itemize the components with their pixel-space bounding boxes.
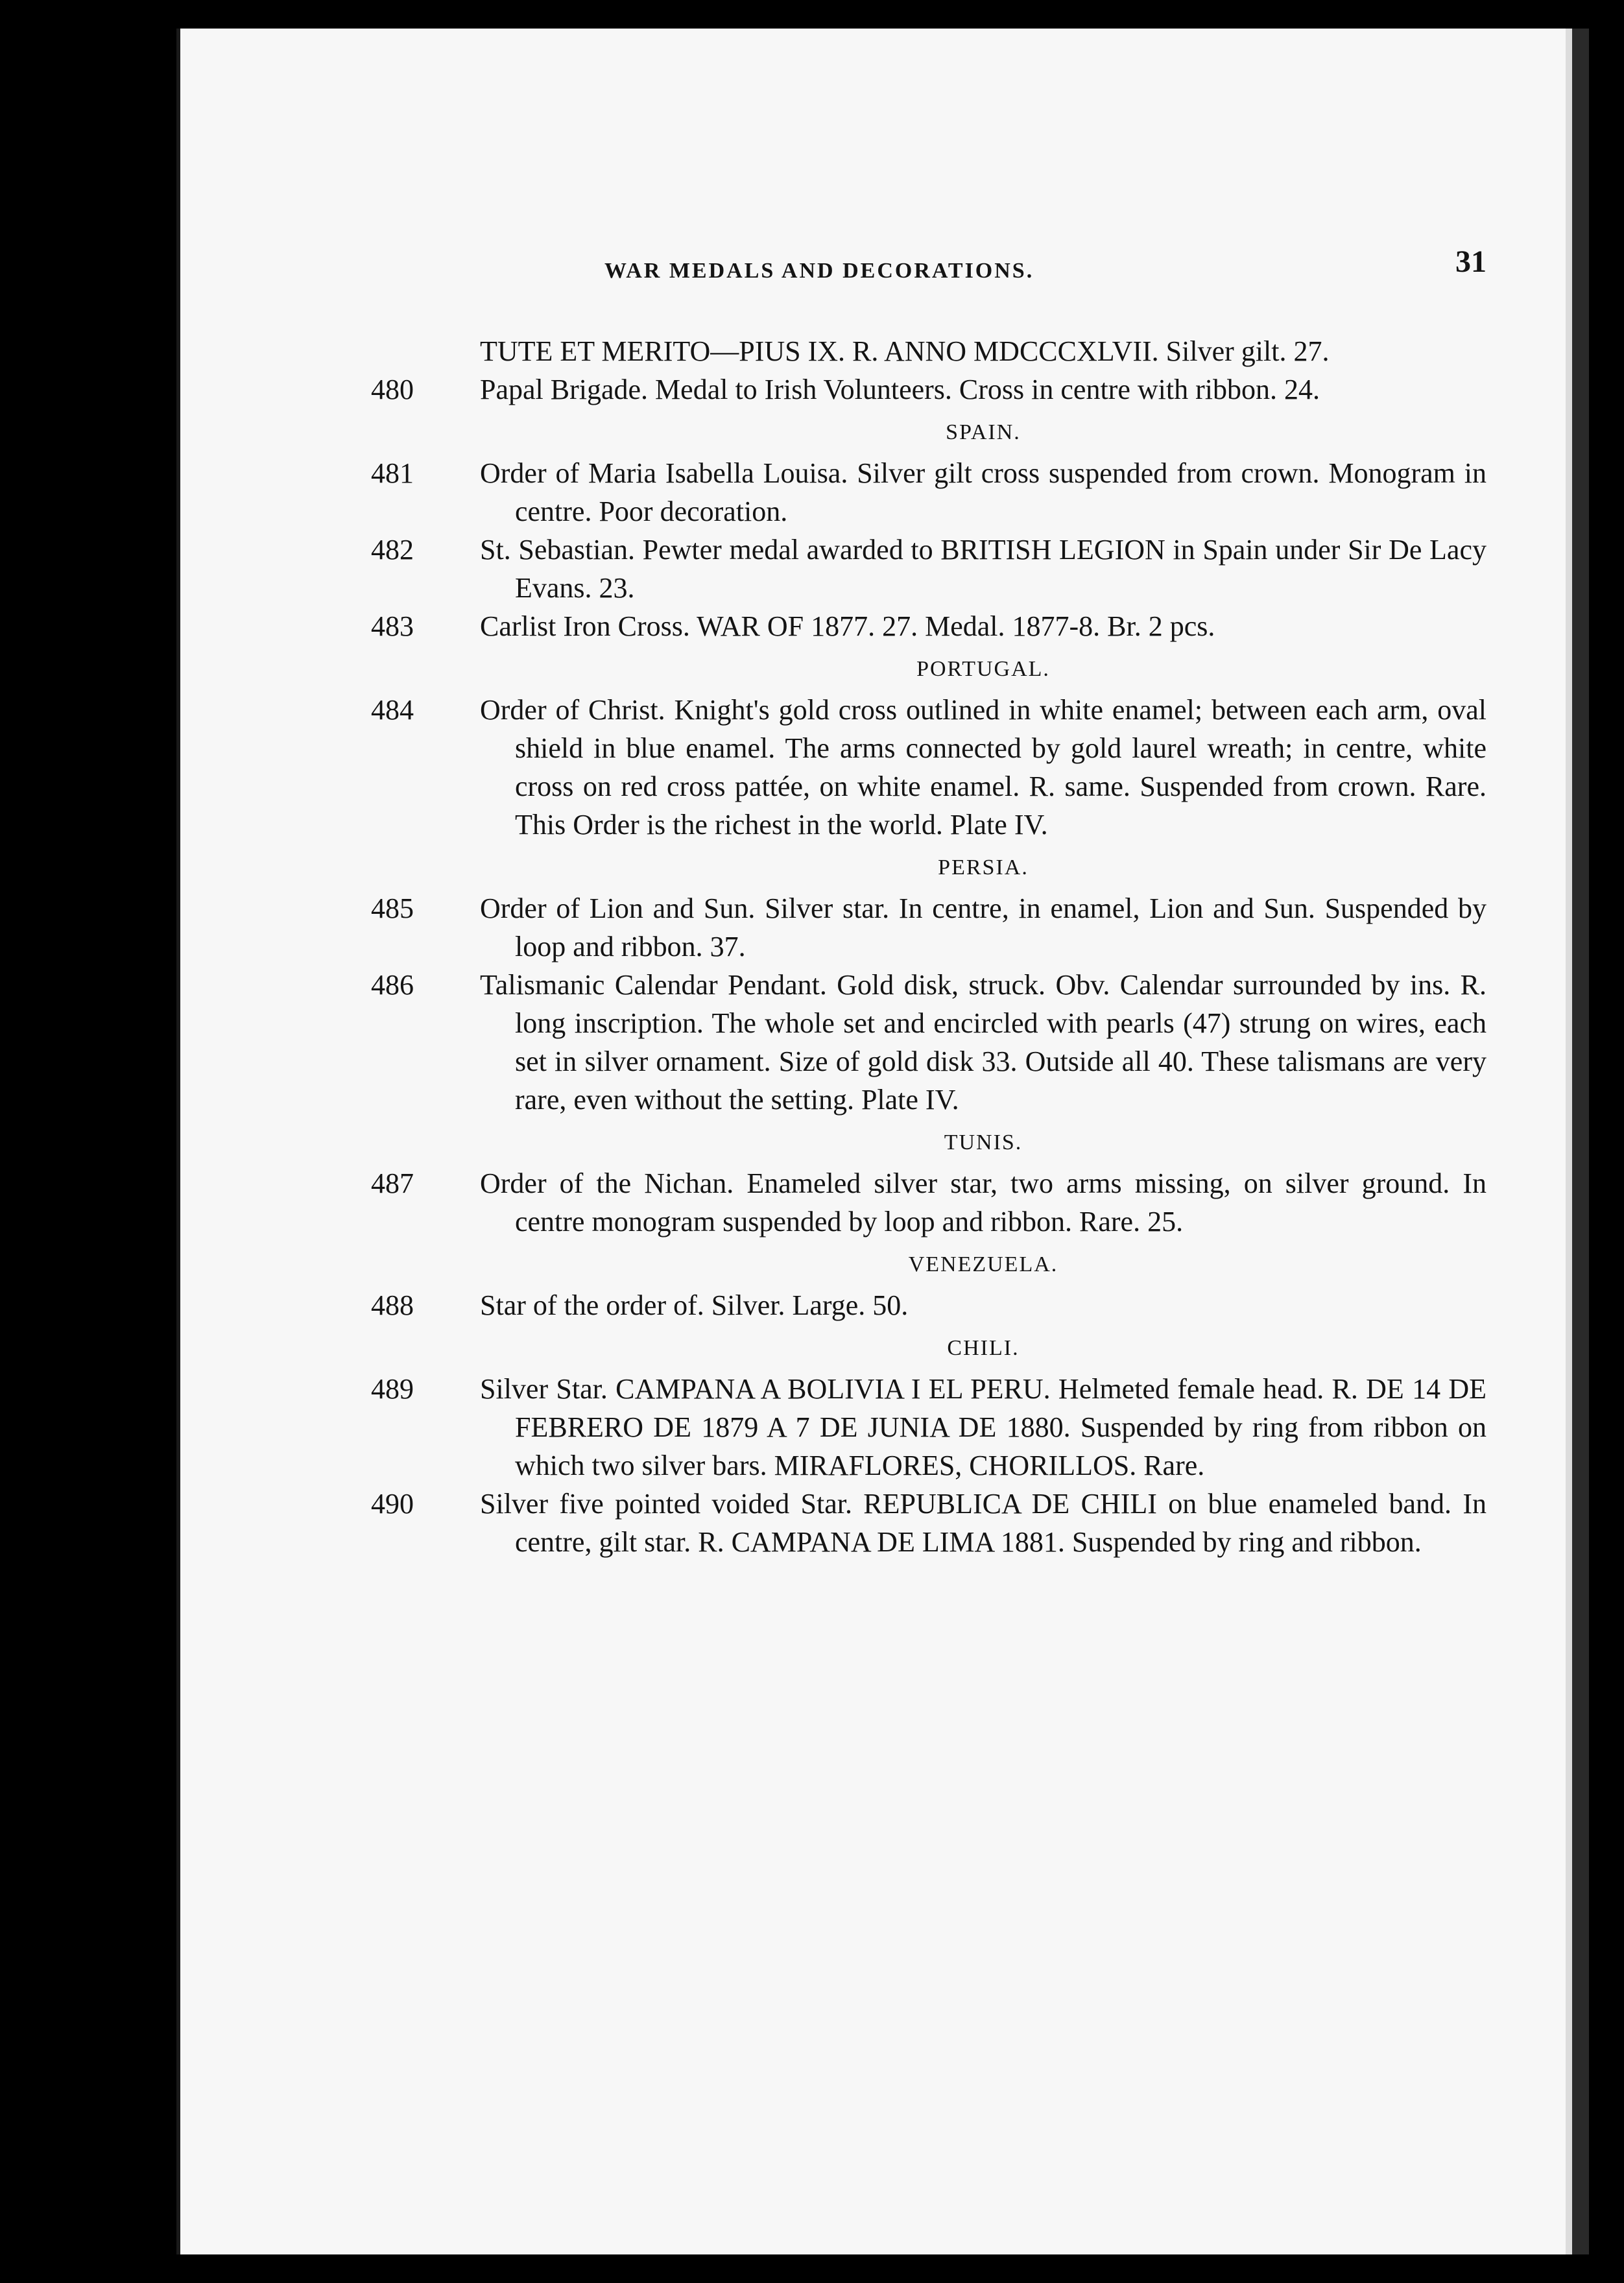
page-header (604, 243, 1487, 288)
entry-description: Order of Maria Isabella Louisa. Silver gilt cross suspended from crown. Monogram in centre. Poor decoration. (480, 457, 1487, 527)
page-gutter-shadow (176, 29, 180, 2254)
entry-number: 485 (371, 892, 414, 924)
entry-description: Talismanic Calendar Pendant. Gold disk, struck. Obv. Calendar surrounded by ins. R. long inscription. The whole set and encircled with pearls (47) strung on wires, each set in silver ornament. Size of gold disk 33. Outside all 40. These talismans are very rare, even without the setting. Plate IV. (480, 969, 1487, 1116)
entry-description: Order of the Nichan. Enameled silver star, two arms missing, on silver ground. In centre monogram suspended by loop and ribbon. Rare. 25. (480, 1167, 1487, 1237)
entry-number: 490 (371, 1488, 414, 1520)
entry-number: 486 (371, 969, 414, 1001)
entry-description: Silver five pointed voided Star. REPUBLICA DE CHILI on blue enameled band. In centre, gilt star. R. CAMPANA DE LIMA 1881. Suspended by ring and ribbon. (480, 1488, 1487, 1558)
catalogue-entry (371, 531, 1487, 607)
page-edge-shadow (1572, 29, 1589, 2254)
catalogue-entry (371, 454, 1487, 531)
book-page (176, 29, 1589, 2254)
entry-description: Silver Star. CAMPANA A BOLIVIA I EL PERU. Helmeted female head. R. DE 14 DE FEBRERO DE 1879 A 7 DE JUNIA DE 1880. Suspended by ring from ribbon on which two silver bars. MIRAFLORES, CHORILLOS. Rare. (480, 1373, 1487, 1481)
section-heading: CHILI. (947, 1336, 1020, 1360)
section-heading: PORTUGAL. (916, 657, 1050, 681)
catalogue-entry (371, 607, 1487, 645)
entry-number: 483 (371, 610, 414, 642)
section-heading: SPAIN. (946, 420, 1021, 444)
entry-number: 488 (371, 1289, 414, 1321)
catalogue-entry (371, 1164, 1487, 1241)
entry-number: 487 (371, 1167, 414, 1199)
continued-entry-text: TUTE ET MERITO—PIUS IX. R. ANNO MDCCCXLVII. Silver gilt. 27. (480, 335, 1330, 367)
catalogue-entry (371, 966, 1487, 1119)
entry-description: Order of Lion and Sun. Silver star. In centre, in enamel, Lion and Sun. Suspended by loop and ribbon. 37. (480, 892, 1487, 962)
entry-description: Order of Christ. Knight's gold cross outlined in white enamel; between each arm, oval shield in blue enamel. The arms connected by gold laurel wreath; in centre, white cross on red cross pattée, on white enamel. R. same. Suspended from crown. Rare. This Order is the richest in the world. Plate IV. (480, 694, 1487, 841)
entry-number: 481 (371, 457, 414, 489)
catalogue-entry (371, 1286, 1487, 1324)
entry-number: 480 (371, 374, 414, 405)
catalogue-body (371, 332, 1487, 1561)
page-number: 31 (1455, 245, 1487, 279)
catalogue-entry (371, 1485, 1487, 1561)
catalogue-entry (371, 1370, 1487, 1485)
section-heading: PERSIA. (938, 855, 1029, 879)
entry-number: 489 (371, 1373, 414, 1405)
catalogue-entry (371, 370, 1487, 409)
entry-description: Papal Brigade. Medal to Irish Volunteers. Cross in centre with ribbon. 24. (480, 374, 1320, 405)
entry-number: 484 (371, 694, 414, 726)
section-heading: VENEZUELA. (908, 1252, 1058, 1276)
entry-description: Star of the order of. Silver. Large. 50. (480, 1289, 909, 1321)
entry-number: 482 (371, 534, 414, 566)
catalogue-entry (371, 691, 1487, 844)
page-edge-highlight (1566, 29, 1572, 2254)
section-heading: TUNIS. (944, 1130, 1023, 1154)
entry-description: St. Sebastian. Pewter medal awarded to BRITISH LEGION in Spain under Sir De Lacy Evans. 23. (480, 534, 1487, 604)
running-head: WAR MEDALS AND DECORATIONS. (604, 259, 1034, 283)
catalogue-entry (371, 889, 1487, 966)
entry-description: Carlist Iron Cross. WAR OF 1877. 27. Medal. 1877-8. Br. 2 pcs. (480, 610, 1215, 642)
